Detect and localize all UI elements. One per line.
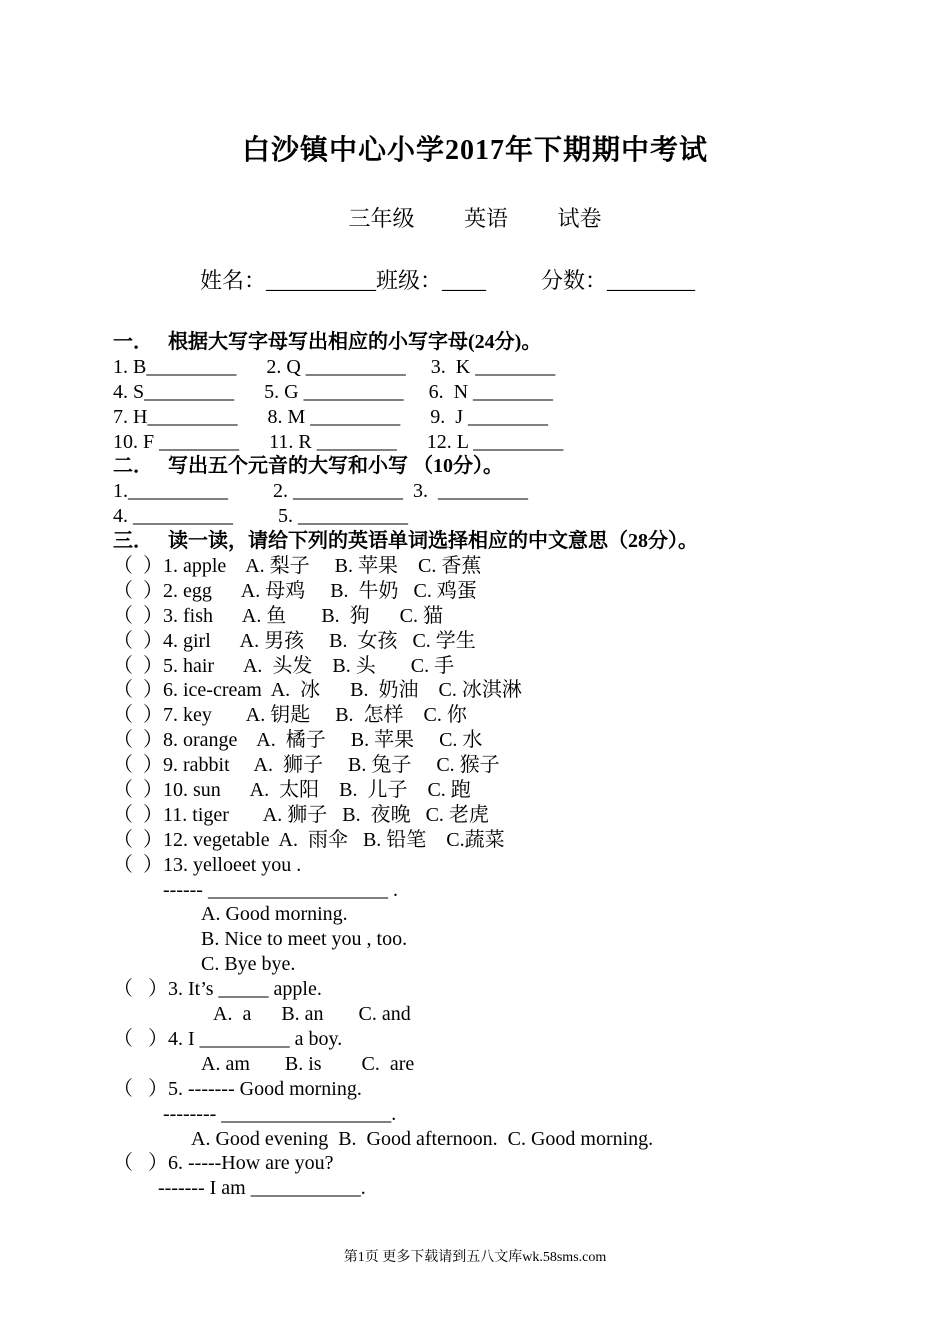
exam-line: （ ）4. girl A. 男孩 B. 女孩 C. 学生 xyxy=(113,629,476,652)
exam-line: -------- _________________. xyxy=(163,1102,397,1125)
exam-line: （ ）5. ------- Good morning. xyxy=(113,1077,362,1100)
exam-content xyxy=(113,330,698,1201)
exam-line: 1.__________ 2. ___________ 3. _________ xyxy=(113,480,528,503)
exam-line: （ ）6. -----How are you? xyxy=(113,1152,334,1175)
exam-line: 1. B_________ 2. Q __________ 3. K ________ xyxy=(113,355,556,378)
section-heading: 三． 读一读，请给下列的英语单词选择相应的中文意思（28分）。 xyxy=(113,530,698,553)
subtitle-paper: 试卷 xyxy=(557,206,602,231)
exam-line: 10. F ________ 11. R ________ 12. L _________ xyxy=(113,430,564,453)
exam-line: （ ）7. key A. 钥匙 B. 怎样 C. 你 xyxy=(113,704,467,727)
exam-line: （ ）13. yelloeet you . xyxy=(113,853,302,876)
exam-line: （ ）1. apple A. 梨子 B. 苹果 C. 香蕉 xyxy=(113,555,482,578)
exam-line: （ ）12. vegetable A. 雨伞 B. 铅笔 C.蔬菜 xyxy=(113,828,505,851)
section-heading: 一． 根据大写字母写出相应的小写字母(24分)。 xyxy=(113,331,542,353)
exam-line: A. Good morning. xyxy=(201,903,348,926)
exam-line: （ ）10. sun A. 太阳 B. 儿子 C. 跑 xyxy=(113,779,471,802)
page-footer: 第1页 更多下载请到五八文库wk.58sms.com xyxy=(343,1250,607,1265)
exam-line: （ ）6. ice-cream A. 冰 B. 奶油 C. 冰淇淋 xyxy=(113,679,522,702)
exam-line: 4. S_________ 5. G __________ 6. N ________ xyxy=(113,380,554,403)
exam-line: C. Bye bye. xyxy=(201,953,296,976)
exam-line: 7. H_________ 8. M _________ 9. J ________ xyxy=(113,405,549,428)
exam-line: B. Nice to meet you , too. xyxy=(201,928,408,951)
exam-line: （ ）8. orange A. 橘子 B. 苹果 C. 水 xyxy=(113,729,483,752)
exam-line: ------- I am ___________. xyxy=(158,1177,366,1200)
exam-line: A. a B. an C. and xyxy=(213,1003,411,1026)
exam-line: （ ）2. egg A. 母鸡 B. 牛奶 C. 鸡蛋 xyxy=(113,579,477,602)
exam-line: （ ）9. rabbit A. 狮子 B. 兔子 C. 猴子 xyxy=(113,754,500,777)
exam-line: （ ）3. fish A. 鱼 B. 狗 C. 猫 xyxy=(113,604,444,627)
subtitle xyxy=(0,202,950,233)
exam-line: ------ __________________ . xyxy=(163,878,398,901)
subtitle-subject: 英语 xyxy=(463,206,508,231)
exam-line: （ ）3. It’s _____ apple. xyxy=(113,978,322,1001)
section-heading: 二． 写出五个元音的大写和小写 （10分）。 xyxy=(113,455,503,478)
student-info-line: 姓名：__________班级：____ 分数：________ xyxy=(200,268,696,293)
exam-line: （ ）4. I _________ a boy. xyxy=(113,1027,343,1050)
exam-line: 4. __________ 5. ___________ xyxy=(113,505,408,528)
exam-line: （ ）5. hair A. 头发 B. 头 C. 手 xyxy=(113,654,455,677)
exam-line: A. Good evening B. Good afternoon. C. Good morning. xyxy=(191,1127,654,1150)
page-title: 白沙镇中心小学2017年下期期中考试 xyxy=(241,135,708,166)
exam-line: A. am B. is C. are xyxy=(201,1052,415,1075)
exam-line: （ ）11. tiger A. 狮子 B. 夜晚 C. 老虎 xyxy=(113,803,489,826)
subtitle-grade: 三年级 xyxy=(348,206,415,231)
